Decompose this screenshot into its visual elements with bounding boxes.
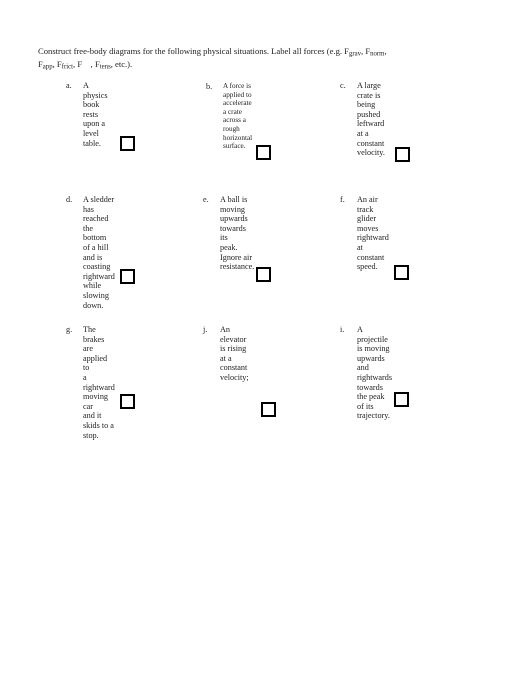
problem-letter: c.	[340, 81, 346, 90]
problem-letter: f.	[340, 195, 345, 204]
problem-text-line: upwards towards its	[220, 214, 248, 243]
answer-box-c[interactable]	[395, 147, 410, 162]
instructions-tail: , etc.).	[110, 58, 133, 69]
problem-letter: g.	[66, 325, 73, 334]
problem-text-line: and it skids to a stop.	[83, 411, 114, 440]
answer-box-d[interactable]	[120, 269, 135, 284]
problem-text-line: peak. Ignore air	[220, 242, 253, 262]
subscript-tens: tens	[99, 63, 111, 71]
problem-text-line: resistance.	[220, 262, 255, 272]
problem-text-line: upon a level table.	[83, 119, 106, 148]
problem-text-line: coasting rightward while	[83, 262, 115, 291]
answer-box-i[interactable]	[394, 392, 409, 407]
problem-text-line: The brakes are applied to	[83, 325, 108, 373]
problem-text-line: A force is applied to	[223, 82, 252, 99]
subscript-grav: grav	[348, 50, 362, 58]
problem-text-line: An air track glider moves	[357, 195, 379, 233]
problem-text-line: constant velocity.	[357, 138, 385, 158]
answer-box-e[interactable]	[256, 267, 271, 282]
problem-text-line: accelerate a crate across a	[223, 99, 252, 125]
subscript-frict: frict	[61, 63, 74, 71]
problem-text-line: slowing down.	[83, 290, 109, 310]
problem-text-line: An elevator is rising at a	[220, 325, 247, 363]
subscript-norm: norm	[370, 50, 385, 58]
problem-text-line: constant velocity;	[220, 363, 249, 382]
problem-text-line: A ball is moving	[220, 195, 248, 214]
instructions-sep: , F	[52, 58, 62, 69]
problem-letter: j.	[203, 325, 208, 334]
instructions-lead: Construct free-body diagrams for the following physical situations. Label all forces (e.g. F	[38, 46, 349, 56]
problem-text-line: A projectile is moving	[357, 325, 390, 354]
answer-box-j[interactable]	[261, 402, 276, 417]
problem-letter: e.	[203, 195, 209, 204]
problem-letter: b.	[206, 82, 213, 91]
problem-text-line: rightward at constant	[357, 233, 389, 262]
instructions	[38, 45, 468, 70]
problem-text-line: towards the peak of its	[357, 382, 385, 411]
problem-letter: a.	[66, 81, 72, 90]
answer-box-a[interactable]	[120, 136, 135, 151]
problem-text-line: rough horizontal surface.	[223, 124, 253, 151]
problem-text-line: speed.	[357, 262, 378, 272]
problem-text-line: trajectory.	[357, 411, 390, 421]
instructions-line2-start: F	[38, 58, 43, 69]
instructions-sep: , F , F	[73, 58, 100, 69]
subscript-app: app	[42, 63, 53, 71]
problem-letter: i.	[340, 325, 345, 334]
problem-text-line: A physics book rests	[83, 81, 108, 119]
problem-text-line: upwards and rightwards	[357, 353, 393, 382]
problem-text-line: A large crate is being	[357, 81, 381, 110]
problem-text-line: pushed leftward at a	[357, 109, 385, 138]
answer-box-b[interactable]	[256, 145, 271, 160]
problem-text-line: a rightward moving car	[83, 372, 115, 411]
problem-text-line: A sledder has reached	[83, 195, 115, 224]
instructions-sep: , F	[361, 46, 371, 56]
problem-text-line: the bottom of a hill and is	[83, 223, 109, 262]
answer-box-g[interactable]	[120, 394, 135, 409]
answer-box-f[interactable]	[394, 265, 409, 280]
instructions-sep: ,	[384, 46, 387, 56]
problem-letter: d.	[66, 195, 73, 204]
